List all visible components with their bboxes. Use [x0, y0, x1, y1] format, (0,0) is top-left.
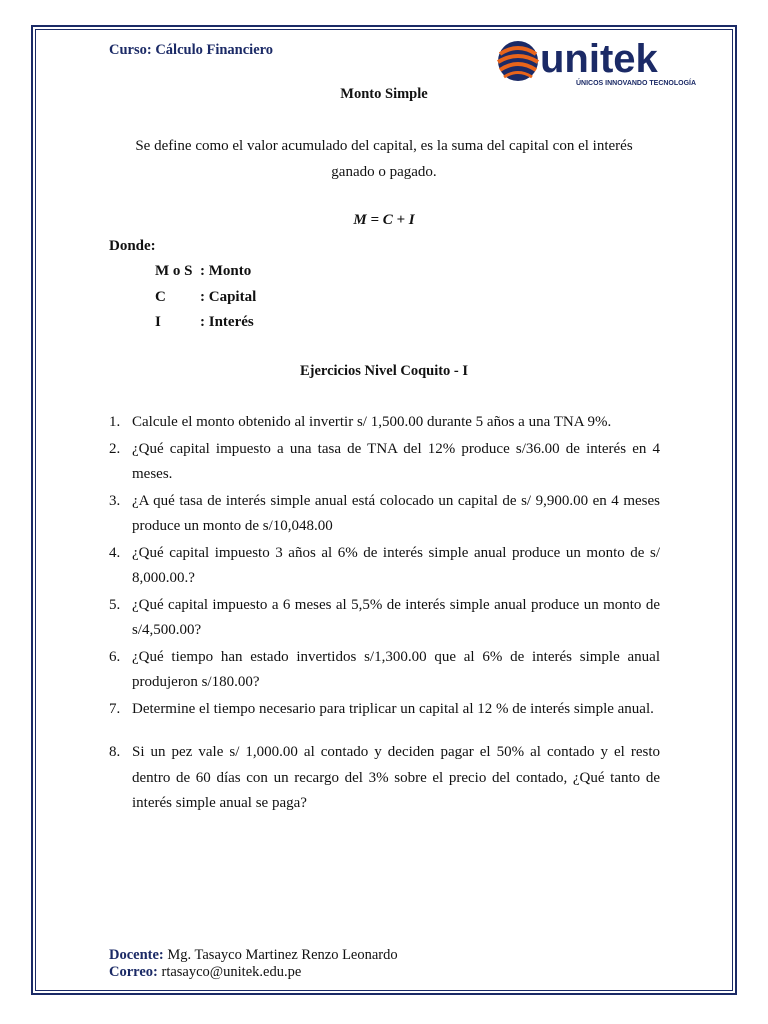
globe-icon — [498, 41, 538, 81]
exercise-number: 1. — [109, 414, 121, 430]
legend-row-monto — [155, 263, 251, 283]
exercise-list — [109, 410, 660, 818]
legend-symbol: M o S — [155, 263, 193, 279]
exercises-title: Ejercicios Nivel Coquito - I — [299, 363, 469, 379]
exercise-item — [109, 437, 660, 488]
legend-row-interes — [155, 314, 254, 334]
exercise-text: ¿Qué capital impuesto 3 años al 6% de interés simple anual produce un monto de s/ 8,000.00.? — [132, 544, 660, 586]
exercise-text: ¿A qué tasa de interés simple anual está colocado un capital de s/ 9,900.00 en 4 meses produce un monto de s/10,048.00 — [132, 492, 660, 534]
exercise-text: Calcule el monto obtenido al invertir s/ 1,500.00 durante 5 años a una TNA 9%. — [132, 414, 612, 430]
exercise-item — [109, 593, 660, 644]
logo-tagline: ÚNICOS INNOVANDO TECNOLOGÍA — [576, 80, 697, 87]
exercise-number: 6. — [109, 648, 121, 665]
docente-label: Docente: — [109, 947, 164, 963]
legend-row-capital — [155, 289, 256, 309]
formula: M = C + I — [353, 212, 415, 228]
exercise-number: 5. — [109, 596, 121, 613]
exercise-number: 4. — [109, 544, 121, 561]
definition-line-2: ganado o pagado. — [331, 164, 437, 180]
definition-line-1: Se define como el valor acumulado del capital, es la suma del capital con el interés — [135, 138, 633, 154]
section-title: Monto Simple — [340, 86, 428, 102]
donde-label: Donde: — [109, 238, 156, 254]
exercise-item — [109, 697, 660, 723]
correo-label: Correo: — [109, 964, 158, 980]
exercise-number: 3. — [109, 492, 121, 509]
exercise-item — [109, 645, 660, 696]
exercise-number: 2. — [109, 440, 121, 457]
legend-symbol: I — [155, 314, 161, 330]
footer-correo — [109, 964, 301, 981]
exercise-text: ¿Qué capital impuesto a 6 meses al 5,5% de interés simple anual produce un monto de s/4,500.00? — [132, 596, 660, 638]
legend-meaning: : Interés — [200, 314, 254, 330]
exercise-text: Determine el tiempo necesario para triplicar un capital al 12 % de interés simple anual. — [132, 700, 654, 717]
exercise-number: 7. — [109, 700, 121, 717]
exercise-item — [109, 410, 660, 436]
legend-meaning: : Monto — [200, 263, 252, 279]
exercise-text: ¿Qué tiempo han estado invertidos s/1,300.00 que al 6% de interés simple anual produjeron s/180.00? — [132, 648, 660, 690]
legend-symbol: C — [155, 289, 166, 305]
unitek-logo — [494, 34, 700, 90]
exercise-item — [109, 541, 660, 592]
logo-wordmark: unitek — [540, 37, 658, 81]
exercise-text: Si un pez vale s/ 1,000.00 al contado y deciden pagar el 50% al contado y el resto dentro de 60 días con un recargo del 3% sobre el precio del contado, ¿Qué tanto de interés simple anual se paga? — [132, 744, 660, 811]
exercise-item — [109, 489, 660, 540]
footer-docente — [109, 947, 398, 964]
exercise-item — [109, 740, 660, 817]
course-title: Curso: Cálculo Financiero — [109, 42, 274, 58]
correo-email[interactable]: rtasayco@unitek.edu.pe — [161, 964, 302, 980]
legend-meaning: : Capital — [200, 289, 257, 305]
docente-name: Mg. Tasayco Martinez Renzo Leonardo — [167, 947, 398, 963]
exercise-number: 8. — [109, 744, 121, 760]
exercise-text: ¿Qué capital impuesto a una tasa de TNA del 12% produce s/36.00 de interés en 4 meses. — [132, 440, 660, 482]
